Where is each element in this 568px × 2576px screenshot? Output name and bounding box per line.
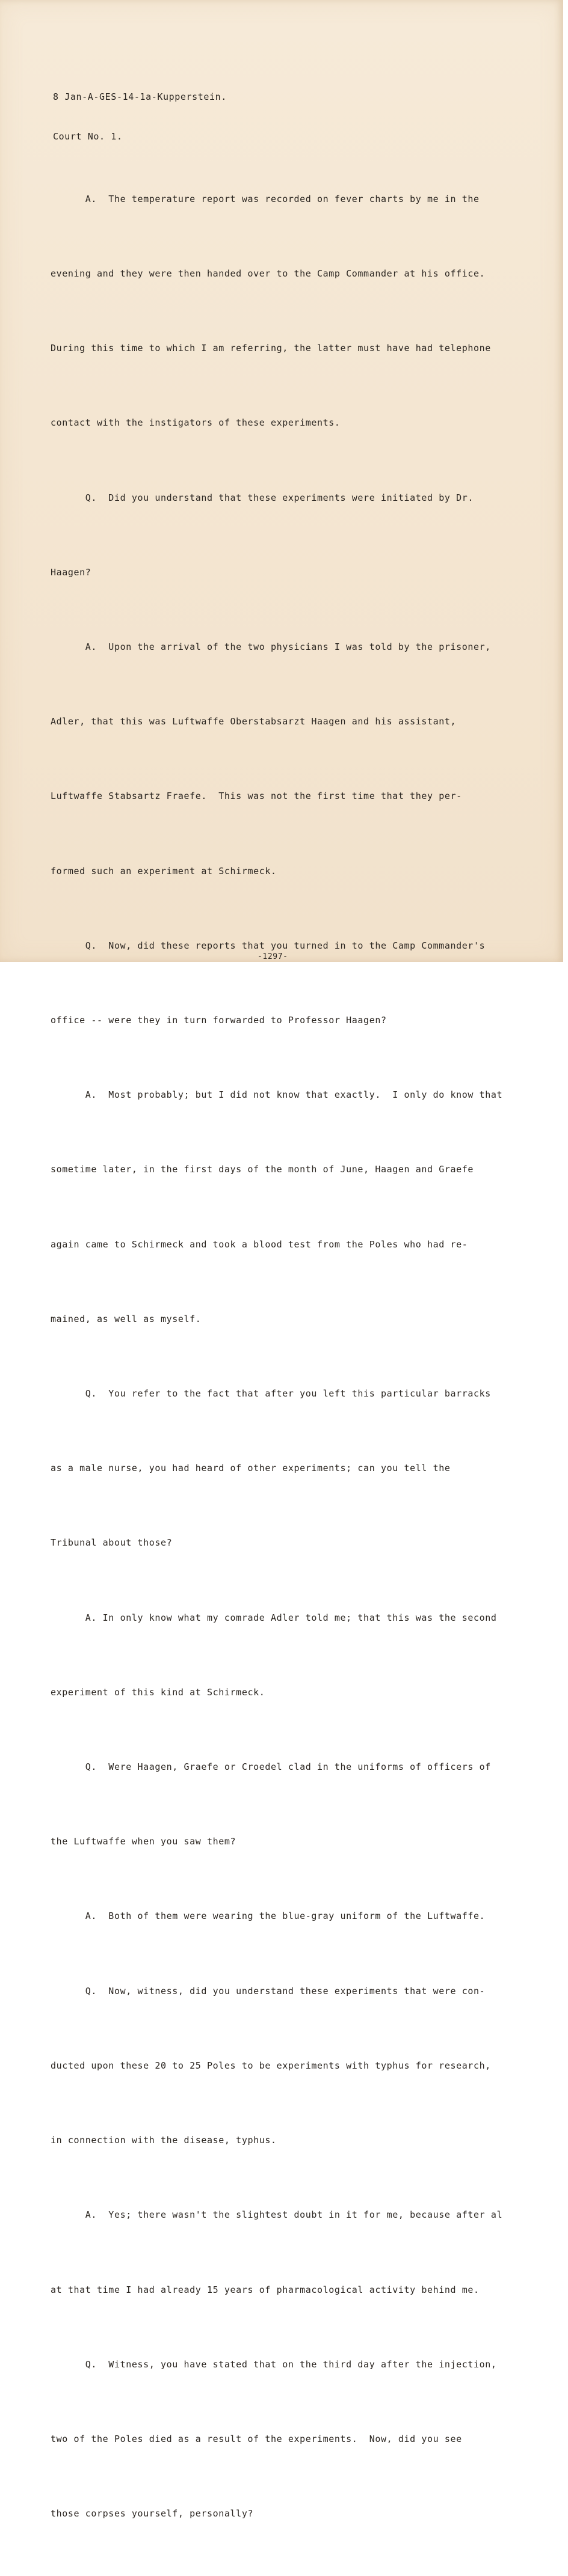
- transcript-line: at that time I had already 15 years of pharmacological activity behind me.: [51, 2284, 480, 2295]
- transcript-line: Q. Witness, you have stated that on the third day after the injection,: [51, 2358, 497, 2370]
- transcript-line: evening and they were then handed over to the Camp Commander at his office.: [51, 268, 486, 280]
- transcript-line: again came to Schirmeck and took a blood test from the Poles who had re-: [51, 1238, 468, 1250]
- transcript-line: Q. Did you understand that these experiments were initiated by Dr.: [51, 492, 474, 503]
- page-number: -1297-: [258, 952, 288, 961]
- transcript-line: Adler, that this was Luftwaffe Oberstabsarzt Haagen and his assistant,: [51, 716, 457, 727]
- transcript-line: as a male nurse, you had heard of other experiments; can you tell the: [51, 1463, 451, 1474]
- transcript-line: Q. Were Haagen, Graefe or Croedel clad in the uniforms of officers of: [51, 1761, 491, 1773]
- transcript-line: Tribunal about those?: [51, 1537, 173, 1549]
- transcript-line: experiment of this kind at Schirmeck.: [51, 1686, 265, 1698]
- transcript-line: contact with the instigators of these experiments.: [51, 417, 341, 429]
- transcript-line: mained, as well as myself.: [51, 1313, 202, 1324]
- transcript-line: Q. Now, witness, did you understand these experiments that were con-: [51, 1985, 486, 1996]
- transcript-line: sometime later, in the first days of the month of June, Haagen and Graefe: [51, 1164, 474, 1175]
- transcript-line: A. The temperature report was recorded on fever charts by me in the: [51, 193, 480, 204]
- header-reference: 8 Jan-A-GES-14-1a-Kupperstein.: [53, 91, 227, 102]
- transcript-line: Q. You refer to the fact that after you left this particular barracks: [51, 1388, 491, 1400]
- transcript-line: A. Yes; there wasn't the slightest doubt in it for me, because after al: [51, 2209, 503, 2221]
- transcript-line: those corpses yourself, personally?: [51, 2508, 254, 2519]
- transcript-line: office -- were they in turn forwarded to Professor Haagen?: [51, 1015, 387, 1026]
- transcript-line: formed such an experiment at Schirmeck.: [51, 865, 277, 877]
- page-margin: [563, 0, 568, 962]
- transcript-line: A. In only know what my comrade Adler told me; that this was the second: [51, 1612, 497, 1623]
- transcript-line: A. Upon the arrival of the two physicians I was told by the prisoner,: [51, 641, 491, 653]
- transcript-line: the Luftwaffe when you saw them?: [51, 1836, 236, 1847]
- transcript-line: A. Most probably; but I did not know that exactly. I only do know that: [51, 1089, 503, 1101]
- transcript-line: in connection with the disease, typhus.: [51, 2135, 277, 2146]
- transcript-line: A. Both of them were wearing the blue-gray uniform of the Luftwaffe.: [51, 1911, 486, 1922]
- transcript-line: During this time to which I am referring, the latter must have had telephone: [51, 343, 491, 354]
- transcript-line: ducted upon these 20 to 25 Poles to be experiments with typhus for research,: [51, 2060, 491, 2071]
- transcript-line: Q. Now, did these reports that you turned in to the Camp Commander's: [51, 940, 486, 951]
- transcript-line: two of the Poles died as a result of the experiments. Now, did you see: [51, 2433, 462, 2444]
- transcript-line: Haagen?: [51, 566, 91, 578]
- transcript-line: Luftwaffe Stabsartz Fraefe. This was not the first time that they per-: [51, 791, 462, 802]
- header-court: Court No. 1.: [53, 131, 123, 142]
- transcript-body: [51, 137, 502, 2576]
